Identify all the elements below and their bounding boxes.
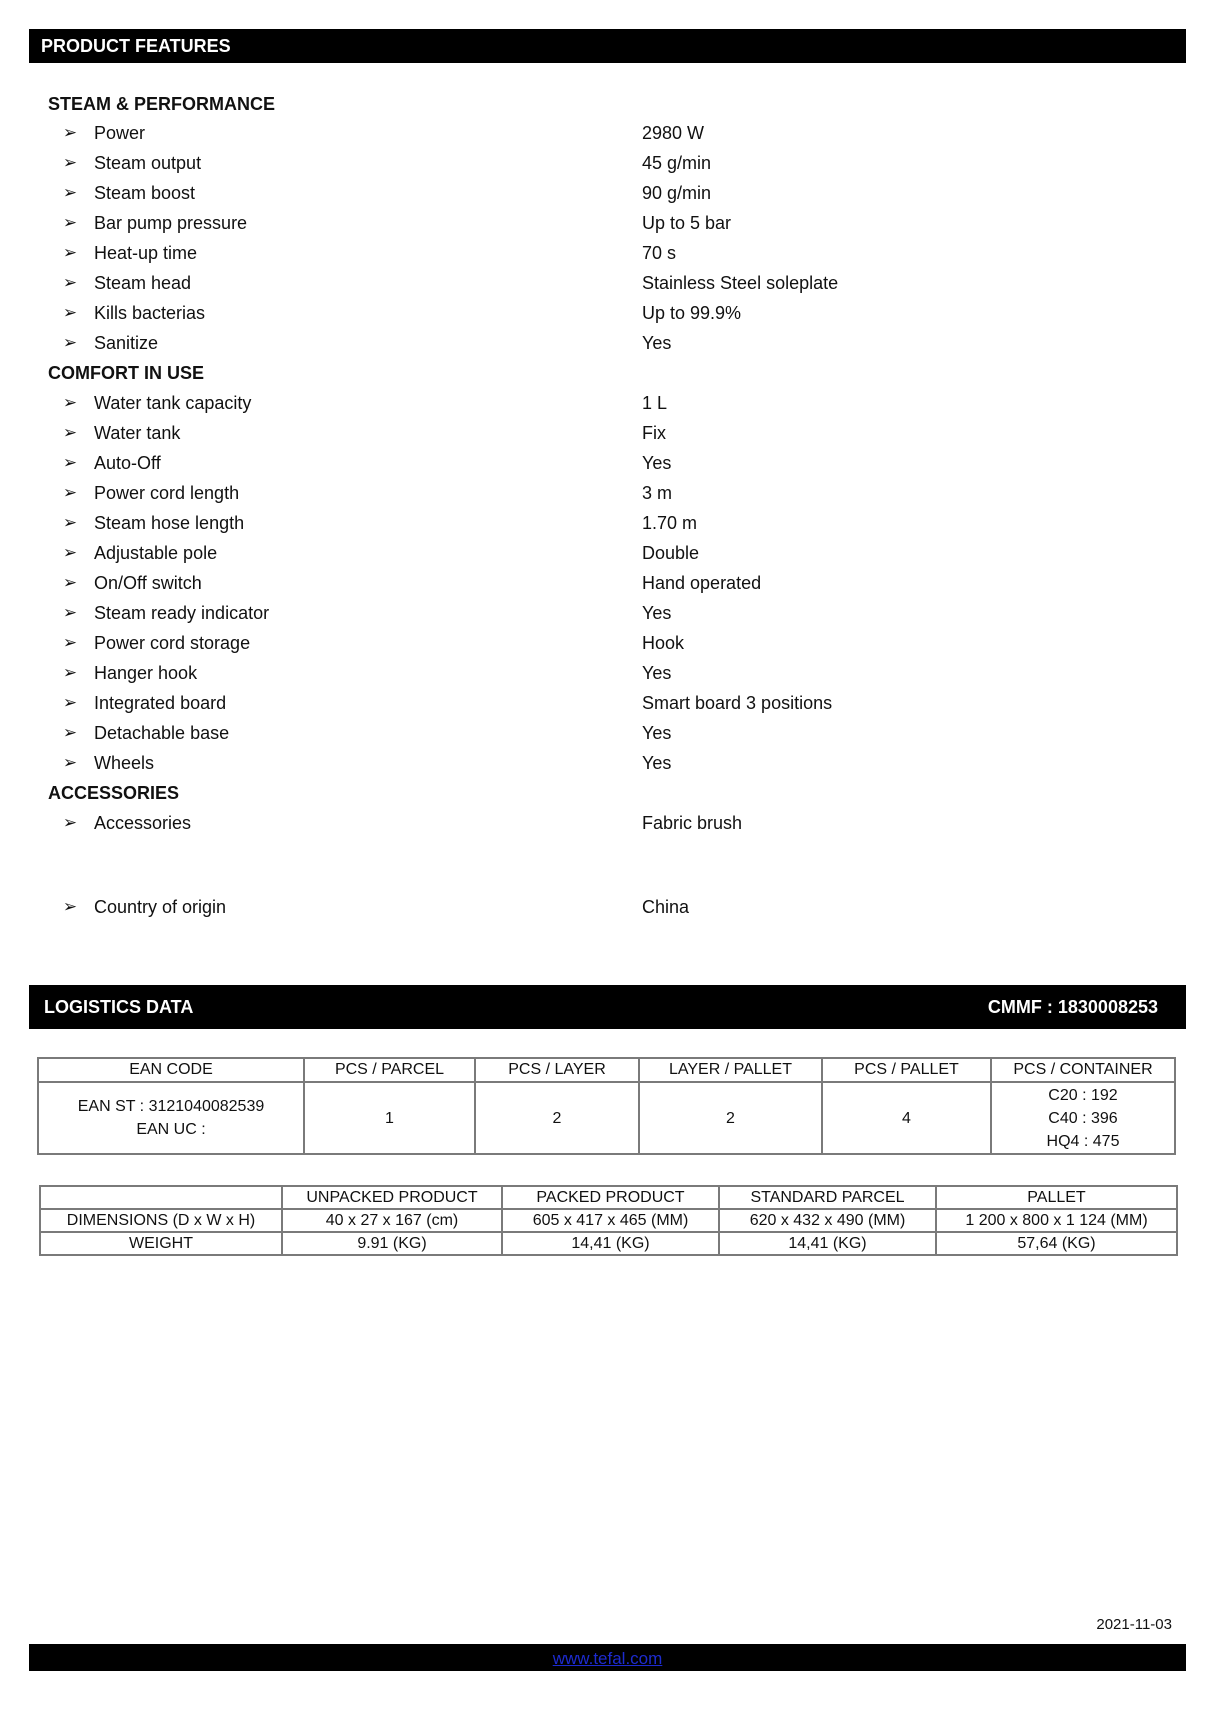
feature-row: [58, 448, 958, 478]
ean-uc: EAN UC :: [136, 1121, 206, 1138]
container-hq4: HQ4 : 475: [1046, 1132, 1120, 1150]
feature-value: 70 s: [642, 243, 677, 263]
feature-row: [58, 238, 958, 268]
arrowhead-bullet-icon: ➢: [62, 723, 78, 742]
arrowhead-bullet-icon: ➢: [62, 543, 78, 562]
container-c40: C40 : 396: [1048, 1109, 1118, 1127]
ean-table: [37, 1057, 1176, 1155]
dim-cell: 620 x 432 x 490 (MM): [719, 1209, 936, 1232]
arrowhead-bullet-icon: ➢: [62, 183, 78, 202]
arrowhead-bullet-icon: ➢: [62, 483, 78, 502]
feature-row: [58, 388, 958, 418]
weight-cell: 9.91 (KG): [282, 1232, 502, 1255]
section-title-comfort-in-use: COMFORT IN USE: [48, 363, 204, 383]
arrowhead-bullet-icon: ➢: [62, 693, 78, 712]
feature-value: Fabric brush: [642, 813, 743, 833]
feature-row: [58, 808, 958, 838]
feature-row: [58, 598, 958, 628]
feature-label: Hanger hook: [94, 663, 198, 683]
feature-value: Double: [642, 543, 700, 563]
feature-value: Yes: [642, 453, 672, 473]
feature-value: 3 m: [642, 483, 673, 503]
feature-value: Yes: [642, 723, 672, 743]
feature-value: 1.70 m: [642, 513, 698, 533]
section-title-steam-performance: STEAM & PERFORMANCE: [48, 94, 276, 114]
footer-bar: [29, 1644, 1186, 1671]
feature-row: [58, 178, 958, 208]
feature-label: Accessories: [94, 813, 192, 833]
weight-cell: 57,64 (KG): [936, 1232, 1177, 1255]
dimensions-table: [39, 1185, 1178, 1256]
feature-row: [58, 748, 958, 778]
feature-value: Yes: [642, 753, 672, 773]
website-link[interactable]: www.tefal.com: [552, 1649, 663, 1668]
container-c20: C20 : 192: [1048, 1086, 1118, 1104]
feature-label: Steam hose length: [94, 513, 245, 533]
feature-row: [58, 418, 958, 448]
feature-label: Water tank capacity: [94, 393, 252, 413]
arrowhead-bullet-icon: ➢: [62, 303, 78, 322]
ean-codes-cell: [38, 1082, 304, 1154]
table-row: [40, 1232, 1177, 1255]
arrowhead-bullet-icon: ➢: [62, 243, 78, 262]
ean-table-header: PCS / PARCEL: [304, 1058, 475, 1082]
feature-value: Hand operated: [642, 573, 762, 593]
feature-row: [58, 328, 958, 358]
arrowhead-bullet-icon: ➢: [62, 603, 78, 622]
cmmf-code: CMMF : 1830008253: [987, 997, 1158, 1017]
feature-label: Bar pump pressure: [94, 213, 248, 233]
feature-label: Heat-up time: [94, 243, 198, 263]
product-features-title: PRODUCT FEATURES: [41, 36, 231, 56]
arrowhead-bullet-icon: ➢: [62, 663, 78, 682]
feature-value: Stainless Steel soleplate: [642, 273, 839, 293]
feature-label: Steam boost: [94, 183, 196, 203]
pcs-layer-cell: 2: [475, 1082, 639, 1154]
ean-table-header: PCS / CONTAINER: [991, 1058, 1175, 1082]
feature-value: Yes: [642, 603, 672, 623]
dim-table-header: UNPACKED PRODUCT: [282, 1186, 502, 1209]
logistics-data-header: [29, 985, 1186, 1029]
arrowhead-bullet-icon: ➢: [62, 123, 78, 142]
pcs-pallet-cell: 4: [822, 1082, 991, 1154]
feature-label: Power: [94, 123, 146, 143]
feature-label: Wheels: [94, 753, 155, 773]
feature-row: [58, 688, 958, 718]
logistics-data-title: LOGISTICS DATA: [44, 997, 194, 1017]
feature-value: 1 L: [642, 393, 668, 413]
feature-value: Up to 99.9%: [642, 303, 742, 323]
arrowhead-bullet-icon: ➢: [62, 753, 78, 772]
feature-value: Yes: [642, 333, 672, 353]
feature-value: 2980 W: [642, 123, 705, 143]
ean-table-header: PCS / PALLET: [822, 1058, 991, 1082]
arrowhead-bullet-icon: ➢: [62, 213, 78, 232]
arrowhead-bullet-icon: ➢: [62, 153, 78, 172]
feature-row: [58, 208, 958, 238]
arrowhead-bullet-icon: ➢: [62, 333, 78, 352]
feature-row: [58, 148, 958, 178]
feature-value: Hook: [642, 633, 685, 653]
dim-cell: 1 200 x 800 x 1 124 (MM): [936, 1209, 1177, 1232]
ean-st: EAN ST : 3121040082539: [77, 1098, 265, 1115]
feature-row: [58, 628, 958, 658]
dim-cell: 605 x 417 x 465 (MM): [502, 1209, 719, 1232]
feature-row: [58, 478, 958, 508]
product-features-header: [29, 29, 1186, 63]
dim-table-header: PACKED PRODUCT: [502, 1186, 719, 1209]
feature-value: Yes: [642, 663, 672, 683]
feature-label: Auto-Off: [94, 453, 161, 473]
ean-table-header: EAN CODE: [38, 1058, 304, 1082]
feature-value: 90 g/min: [642, 183, 712, 203]
arrowhead-bullet-icon: ➢: [62, 423, 78, 442]
arrowhead-bullet-icon: ➢: [62, 513, 78, 532]
arrowhead-bullet-icon: ➢: [62, 273, 78, 292]
weight-cell: 14,41 (KG): [502, 1232, 719, 1255]
arrowhead-bullet-icon: ➢: [62, 897, 78, 916]
feature-row: [58, 268, 958, 298]
feature-row: [58, 538, 958, 568]
feature-label: Country of origin: [94, 897, 227, 917]
arrowhead-bullet-icon: ➢: [62, 573, 78, 592]
layer-pallet-cell: 2: [639, 1082, 822, 1154]
table-row: [40, 1209, 1177, 1232]
document-date: 2021-11-03: [1096, 1616, 1172, 1633]
feature-label: On/Off switch: [94, 573, 202, 593]
country-of-origin-row: [58, 892, 958, 922]
pcs-parcel-cell: 1: [304, 1082, 475, 1154]
ean-table-header: LAYER / PALLET: [639, 1058, 822, 1082]
feature-row: [58, 298, 958, 328]
feature-label: Water tank: [94, 423, 181, 443]
feature-label: Integrated board: [94, 693, 227, 713]
dim-table-header: STANDARD PARCEL: [719, 1186, 936, 1209]
feature-row: [58, 118, 958, 148]
feature-label: Kills bacterias: [94, 303, 206, 323]
feature-value: Up to 5 bar: [642, 213, 732, 233]
arrowhead-bullet-icon: ➢: [62, 813, 78, 832]
feature-value: China: [642, 897, 690, 917]
feature-row: [58, 718, 958, 748]
feature-label: Sanitize: [94, 333, 159, 353]
dim-table-header: [40, 1186, 282, 1209]
dim-row-label: DIMENSIONS (D x W x H): [40, 1209, 282, 1232]
feature-row: [58, 658, 958, 688]
dim-cell: 40 x 27 x 167 (cm): [282, 1209, 502, 1232]
arrowhead-bullet-icon: ➢: [62, 633, 78, 652]
feature-label: Adjustable pole: [94, 543, 218, 563]
feature-row: [58, 508, 958, 538]
feature-row: [58, 568, 958, 598]
feature-label: Steam output: [94, 153, 202, 173]
arrowhead-bullet-icon: ➢: [62, 453, 78, 472]
pcs-container-cell: [991, 1082, 1175, 1154]
weight-cell: 14,41 (KG): [719, 1232, 936, 1255]
feature-value: Fix: [642, 423, 666, 443]
arrowhead-bullet-icon: ➢: [62, 393, 78, 412]
feature-label: Steam head: [94, 273, 192, 293]
feature-label: Power cord length: [94, 483, 240, 503]
feature-label: Power cord storage: [94, 633, 251, 653]
weight-row-label: WEIGHT: [40, 1232, 282, 1255]
ean-table-header: PCS / LAYER: [475, 1058, 639, 1082]
feature-value: 45 g/min: [642, 153, 712, 173]
feature-label: Detachable base: [94, 723, 230, 743]
feature-value: Smart board 3 positions: [642, 693, 833, 713]
dim-table-header: PALLET: [936, 1186, 1177, 1209]
section-title-accessories: ACCESSORIES: [48, 783, 180, 803]
feature-label: Steam ready indicator: [94, 603, 270, 623]
